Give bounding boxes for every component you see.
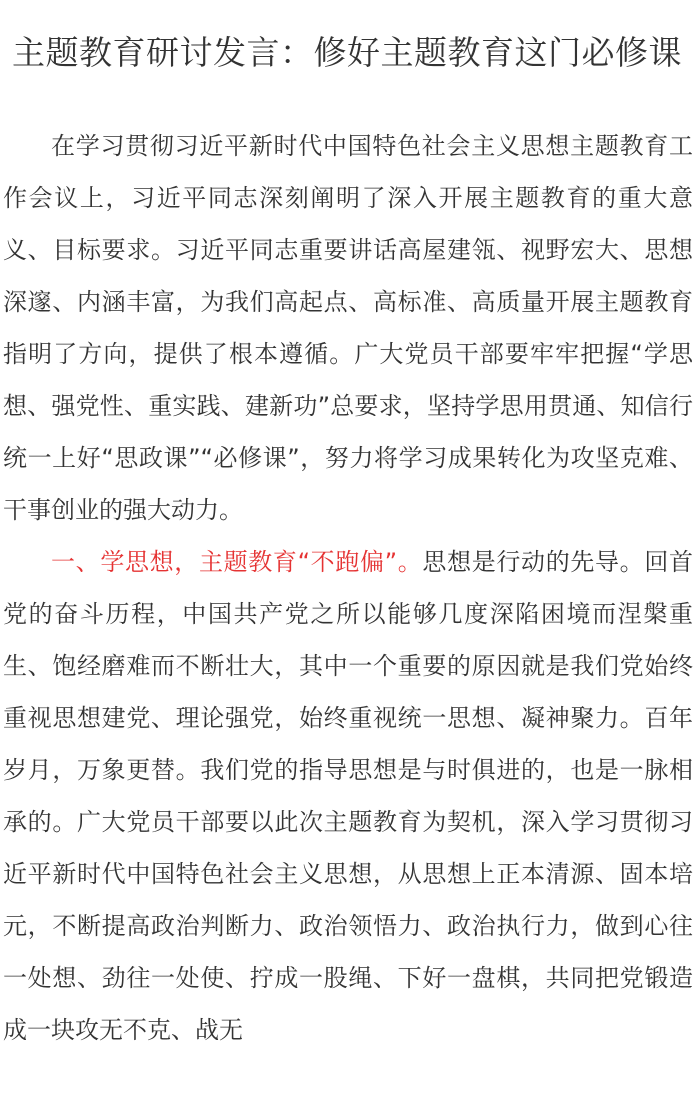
paragraph-intro — [3, 120, 693, 536]
page-title: 主题教育研讨发言：修好主题教育这门必修课 — [12, 33, 682, 72]
section-heading-one: 一、学思想，主题教育“不跑偏”。 — [51, 548, 423, 576]
paragraph-intro-text: 在学习贯彻习近平新时代中国特色社会主义思想主题教育工作会议上，习近平同志深刻阐明了深入开展主题教育的重大意义、目标要求。习近平同志重要讲话高屋建瓴、视野宏大、思想深邃、内涵丰富，为我们高起点、高标准、高质量开展主题教育指明了方向，提供了根本遵循。广大党员干部要牢牢把握“学思想、强党性、重实践、建新功”总要求，坚持学思用贯通、知信行统一上好“思政课”“必修课”，努力将学习成果转化为攻坚克难、干事创业的强大动力。 — [3, 132, 693, 524]
section-one-text: 思想是行动的先导。回首党的奋斗历程，中国共产党之所以能够几度深陷困境而涅槃重生、饱经磨难而不断壮大，其中一个重要的原因就是我们党始终重视思想建党、理论强党，始终重视统一思想、凝神聚力。百年岁月，万象更替。我们党的指导思想是与时俱进的，也是一脉相承的。广大党员干部要以此次主题教育为契机，深入学习贯彻习近平新时代中国特色社会主义思想，从思想上正本清源、固本培元，不断提高政治判断力、政治领悟力、政治执行力，做到心往一处想、劲往一处使、拧成一股绳、下好一盘棋，共同把党锻造成一块攻无不克、战无 — [3, 548, 693, 1044]
paragraph-section-one — [3, 536, 693, 1056]
